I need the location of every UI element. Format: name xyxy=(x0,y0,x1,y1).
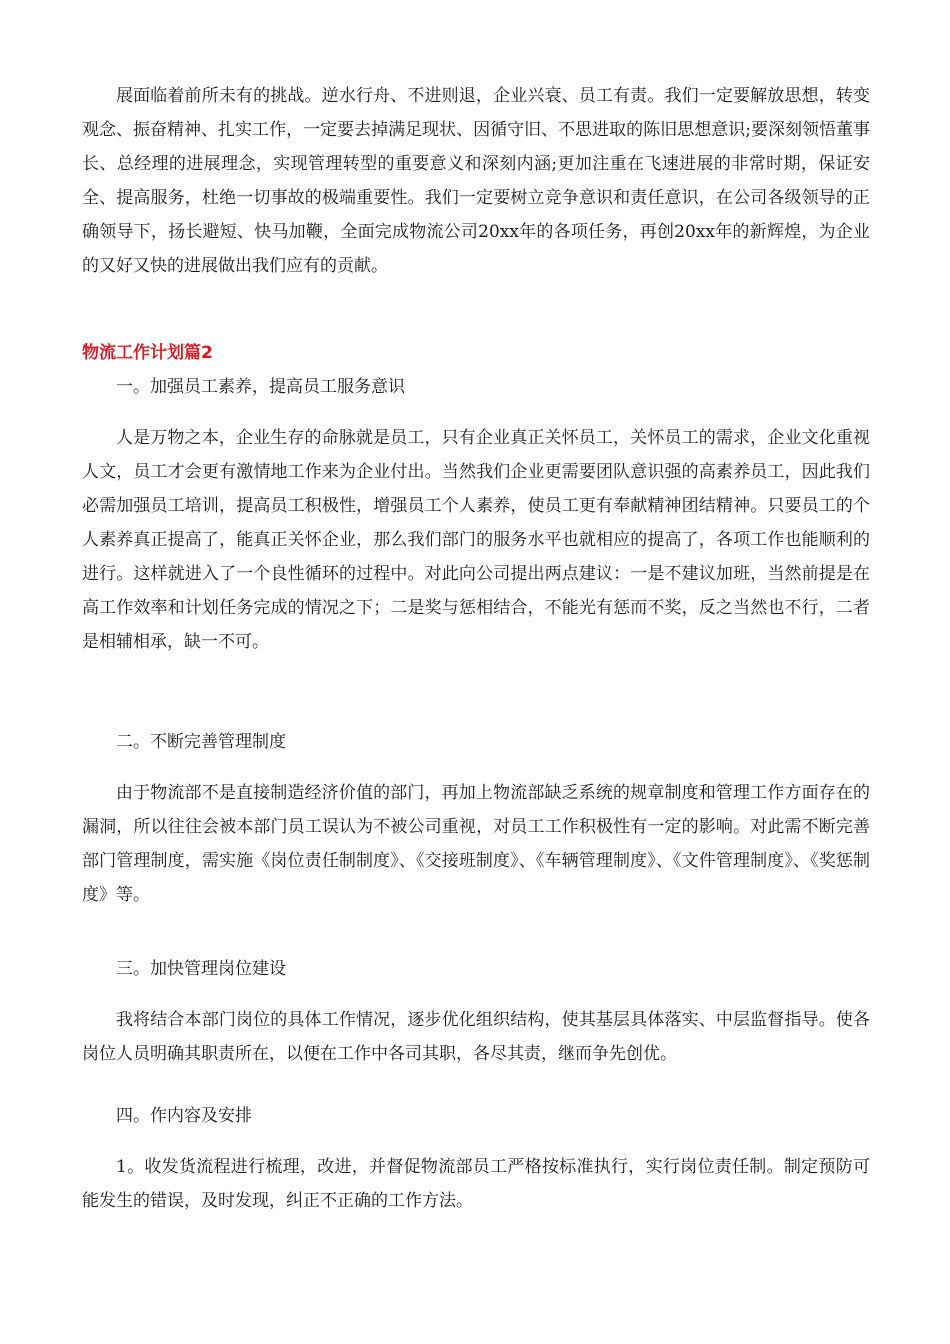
item-4-title: 四。作内容及安排 xyxy=(116,1106,252,1126)
item-3-body: 我将结合本部门岗位的具体工作情况，逐步优化组织结构，使其基层具体落实、中层监督指导。使各岗位人员明确其职责所在，以便在工作中各司其职，各尽其责，继而争先创优。 xyxy=(82,1010,870,1064)
item-3-title: 三。加快管理岗位建设 xyxy=(116,959,286,979)
item-1-body: 人是万物之本，企业生存的命脉就是员工，只有企业真正关怀员工，关怀员工的需求，企业文化重视人文，员工才会更有激情地工作来为企业付出。当然我们企业更需要团队意识强的高素养员工，因此我们必需加强员工培训，提高员工积极性，增强员工个人素养，使员工更有奉献精神团结精神。只要员工的个人素养真正提高了，能真正关怀企业，那么我们部门的服务水平也就相应的提高了，各项工作也能顺利的进行。这样就进入了一个良性循环的过程中。对此向公司提出两点建议：一是不建议加班，当然前提是在高工作效率和计划任务完成的情况之下；二是奖与惩相结合，不能光有惩而不奖，反之当然也不行，二者是相辅相承，缺一不可。 xyxy=(82,428,870,652)
item-4-body: 1。收发货流程进行梳理，改进，并督促物流部员工严格按标准执行，实行岗位责任制。制定预防可能发生的错误，及时发现，纠正不正确的工作方法。 xyxy=(82,1157,870,1211)
item-2-title: 二。不断完善管理制度 xyxy=(116,732,286,752)
intro-paragraph: 展面临着前所未有的挑战。逆水行舟、不进则退，企业兴衰、员工有责。我们一定要解放思想，转变观念、振奋精神、扎实工作，一定要去掉满足现状、因循守旧、不思进取的陈旧思想意识;要深刻领悟董事长、总经理的进展理念，实现管理转型的重要意义和深刻内涵;更加注重在飞速进展的非常时期，保证安全、提高服务，杜绝一切事故的极端重要性。我们一定要树立竞争意识和责任意识，在公司各级领导的正确领导下，扬长避短、快马加鞭，全面完成物流公司20xx年的各项任务，再创20xx年的新辉煌，为企业的又好又快的进展做出我们应有的贡献。 xyxy=(82,86,870,276)
item-2-body: 由于物流部不是直接制造经济价值的部门，再加上物流部缺乏系统的规章制度和管理工作方面存在的漏洞，所以往往会被本部门员工误认为不被公司重视，对员工工作积极性有一定的影响。对此需不断完善部门管理制度，需实施《岗位责任制制度》、《交接班制度》、《车辆管理制度》、《文件管理制度》、《奖惩制度》等。 xyxy=(82,783,870,905)
item-1-title: 一。加强员工素养，提高员工服务意识 xyxy=(116,377,405,397)
section-heading: 物流工作计划篇2 xyxy=(82,343,213,363)
